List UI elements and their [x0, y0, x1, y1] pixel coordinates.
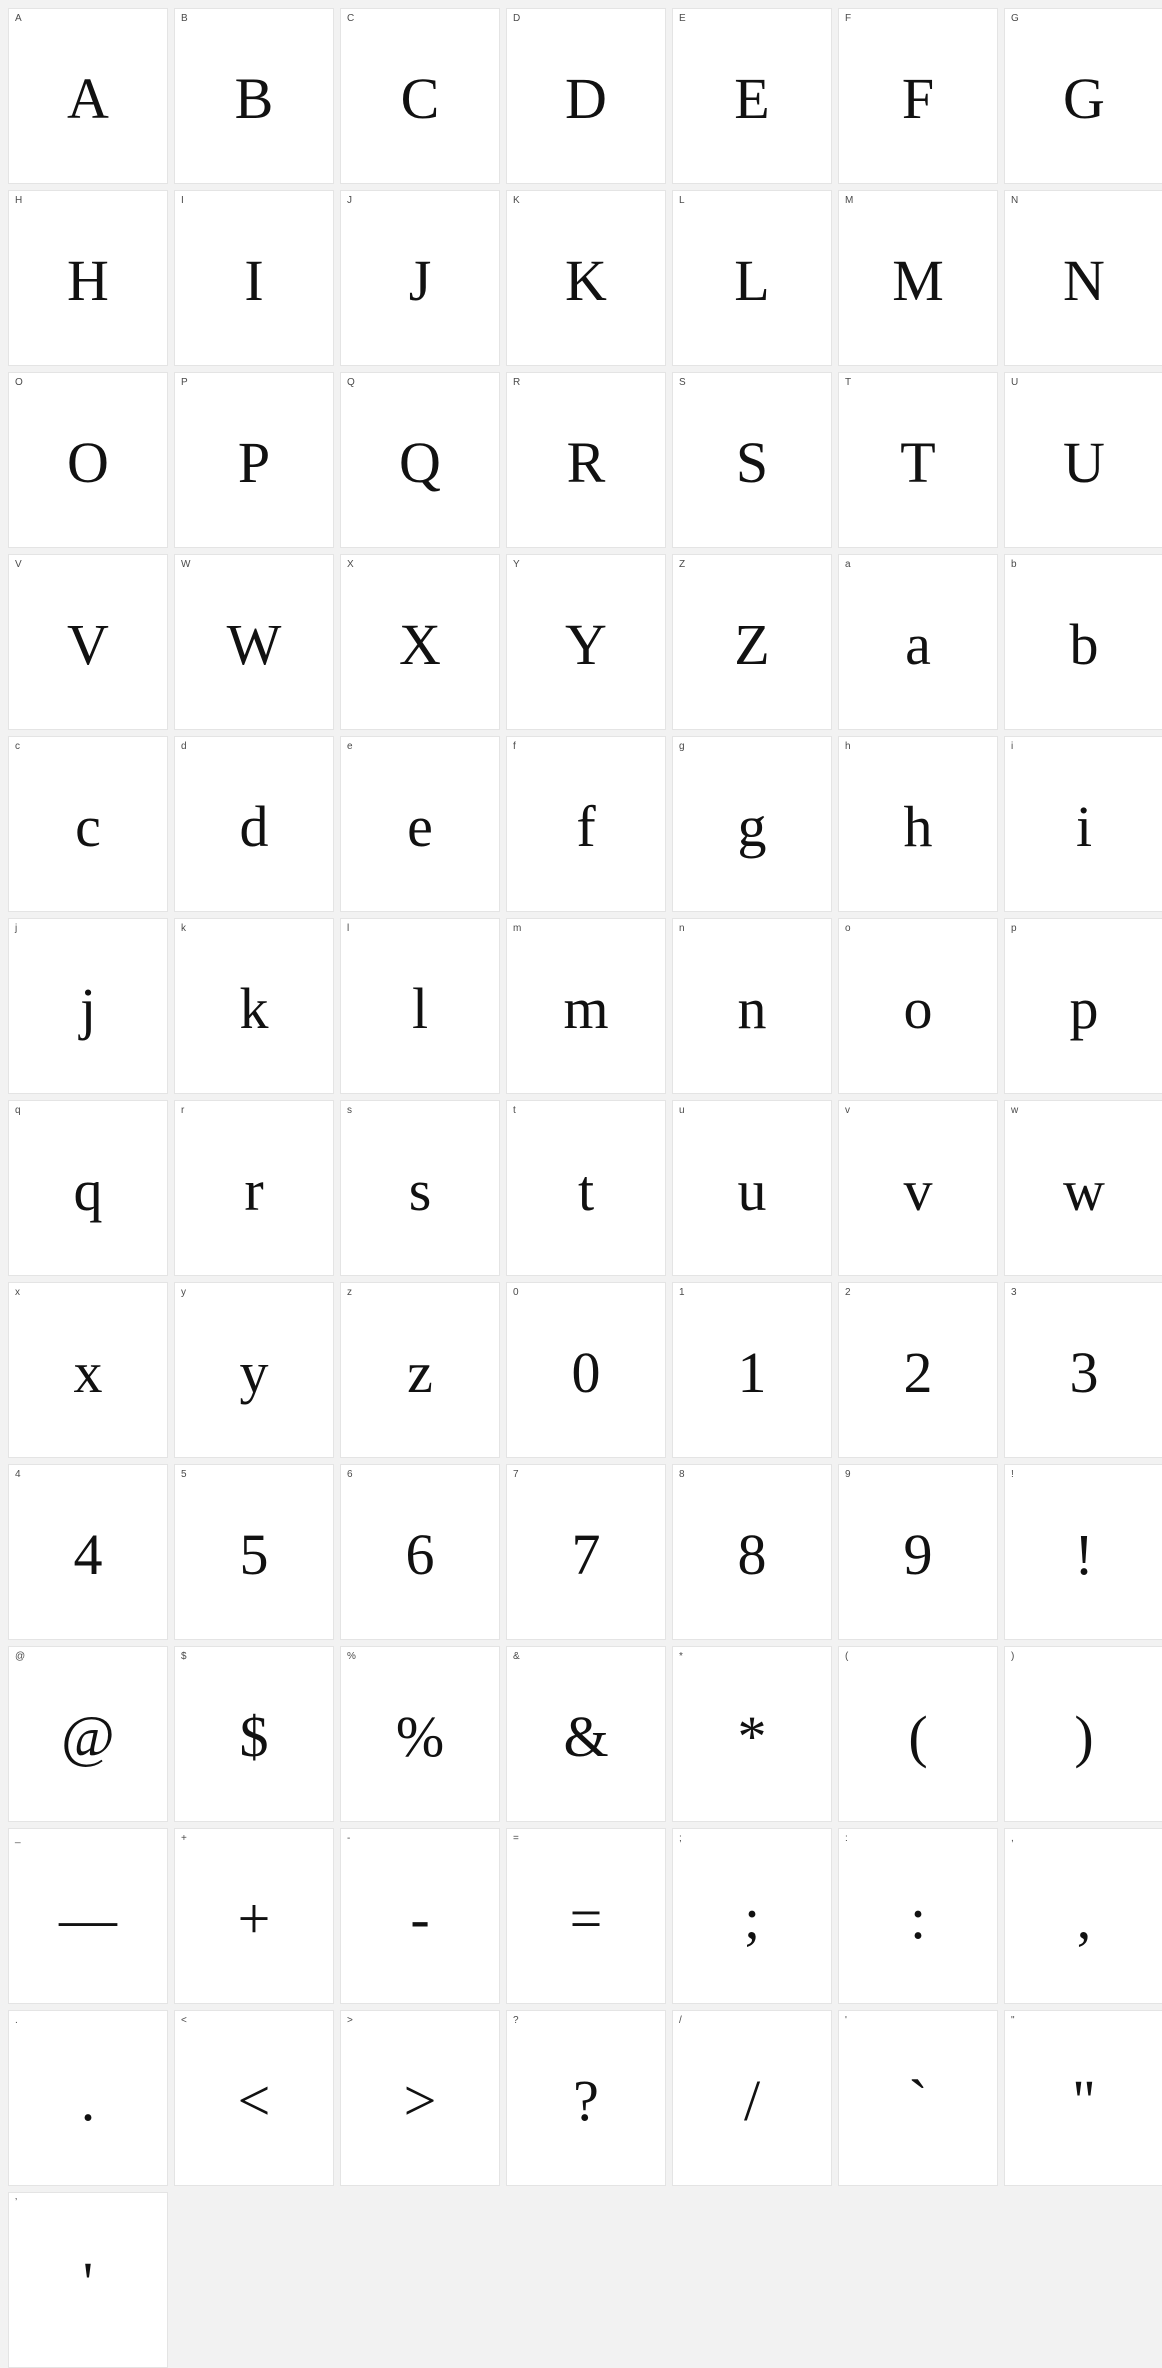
glyph-character: 5	[239, 1522, 269, 1587]
glyph-cell[interactable]	[838, 1100, 998, 1276]
glyph-code-label: J	[347, 195, 352, 206]
glyph-character: !	[1074, 1522, 1094, 1587]
glyph-code-label: 0	[513, 1287, 519, 1298]
glyph-cell[interactable]	[340, 1646, 500, 1822]
glyph-cell[interactable]	[8, 1282, 168, 1458]
glyph-code-label: 6	[347, 1469, 353, 1480]
glyph-character: *	[737, 1704, 767, 1769]
glyph-character: S	[735, 430, 769, 495]
glyph-code-label: %	[347, 1651, 356, 1662]
glyph-code-label: 3	[1011, 1287, 1017, 1298]
glyph-cell[interactable]	[506, 1828, 666, 2004]
glyph-character: E	[734, 66, 770, 131]
glyph-code-label: S	[679, 377, 686, 388]
glyph-code-label: )	[1011, 1651, 1015, 1662]
glyph-code-label: f	[513, 741, 516, 752]
glyph-character: p	[1069, 976, 1099, 1041]
glyph-cell[interactable]	[340, 918, 500, 1094]
glyph-cell[interactable]	[174, 736, 334, 912]
glyph-cell[interactable]	[174, 1828, 334, 2004]
glyph-cell[interactable]	[506, 372, 666, 548]
glyph-character: U	[1063, 430, 1105, 495]
glyph-code-label: A	[15, 13, 22, 24]
glyph-character: =	[569, 1886, 603, 1951]
glyph-cell[interactable]	[174, 1100, 334, 1276]
glyph-cell[interactable]	[672, 372, 832, 548]
glyph-code-label: N	[1011, 195, 1019, 206]
glyph-character: /	[743, 2068, 761, 2133]
glyph-code-label: q	[15, 1105, 21, 1116]
glyph-cell[interactable]	[838, 736, 998, 912]
glyph-cell[interactable]	[174, 1282, 334, 1458]
glyph-code-label: l	[347, 923, 350, 934]
glyph-code-label: (	[845, 1651, 849, 1662]
glyph-cell[interactable]	[1004, 1282, 1162, 1458]
glyph-cell[interactable]	[506, 918, 666, 1094]
glyph-code-label: i	[1011, 741, 1014, 752]
glyph-code-label: 1	[679, 1287, 685, 1298]
glyph-cell[interactable]	[340, 1282, 500, 1458]
glyph-character: L	[734, 248, 770, 313]
glyph-character: X	[399, 612, 441, 677]
glyph-cell[interactable]	[8, 8, 168, 184]
glyph-cell[interactable]	[340, 372, 500, 548]
glyph-character: F	[901, 66, 935, 131]
glyph-code-label: I	[181, 195, 184, 206]
glyph-character: x	[73, 1340, 103, 1405]
glyph-character: z	[407, 1340, 433, 1405]
glyph-character: d	[239, 794, 269, 859]
glyph-cell[interactable]	[672, 1464, 832, 1640]
glyph-character: @	[61, 1704, 115, 1769]
glyph-cell[interactable]	[174, 554, 334, 730]
glyph-code-label: M	[845, 195, 854, 206]
glyph-cell[interactable]	[340, 554, 500, 730]
glyph-code-label: Z	[679, 559, 686, 570]
glyph-character: w	[1063, 1158, 1105, 1223]
glyph-code-label: T	[845, 377, 852, 388]
glyph-code-label: Y	[513, 559, 520, 570]
glyph-cell[interactable]	[672, 1828, 832, 2004]
glyph-character: n	[737, 976, 767, 1041]
glyph-character: &	[563, 1704, 609, 1769]
glyph-cell[interactable]	[672, 1100, 832, 1276]
glyph-cell[interactable]	[506, 1464, 666, 1640]
glyph-cell[interactable]	[838, 8, 998, 184]
glyph-character: +	[237, 1886, 271, 1951]
glyph-cell[interactable]	[340, 2010, 500, 2186]
glyph-character: r	[244, 1158, 264, 1223]
glyph-character: o	[903, 976, 933, 1041]
glyph-character: 6	[405, 1522, 435, 1587]
glyph-character: t	[577, 1158, 595, 1223]
glyph-code-label: B	[181, 13, 188, 24]
glyph-cell[interactable]	[1004, 1646, 1162, 1822]
glyph-character: .	[80, 2068, 96, 2133]
glyph-code-label: "	[1011, 2015, 1015, 2026]
glyph-code-label: v	[845, 1105, 850, 1116]
glyph-cell[interactable]	[174, 8, 334, 184]
glyph-cell[interactable]	[1004, 190, 1162, 366]
glyph-code-label: U	[1011, 377, 1019, 388]
glyph-code-label: 9	[845, 1469, 851, 1480]
glyph-code-label: :	[845, 1833, 848, 1844]
glyph-cell[interactable]	[506, 1282, 666, 1458]
glyph-code-label: j	[15, 923, 18, 934]
glyph-character: `	[908, 2068, 928, 2133]
glyph-code-label: p	[1011, 923, 1017, 934]
glyph-character: 3	[1069, 1340, 1099, 1405]
glyph-cell[interactable]	[672, 1646, 832, 1822]
glyph-code-label: _	[15, 1833, 21, 1844]
glyph-cell[interactable]	[8, 1464, 168, 1640]
glyph-cell[interactable]	[506, 1646, 666, 1822]
glyph-cell[interactable]	[672, 554, 832, 730]
glyph-character: 0	[571, 1340, 601, 1405]
glyph-code-label: w	[1011, 1105, 1019, 1116]
glyph-cell[interactable]	[8, 736, 168, 912]
glyph-character: 2	[903, 1340, 933, 1405]
glyph-cell[interactable]	[838, 372, 998, 548]
glyph-code-label: &	[513, 1651, 520, 1662]
glyph-character: -	[410, 1886, 430, 1951]
glyph-cell[interactable]	[506, 1100, 666, 1276]
glyph-code-label: $	[181, 1651, 187, 1662]
glyph-cell[interactable]	[1004, 372, 1162, 548]
glyph-code-label: h	[845, 741, 851, 752]
glyph-character: Z	[734, 612, 770, 677]
glyph-character: l	[411, 976, 429, 1041]
glyph-code-label: d	[181, 741, 187, 752]
glyph-code-label: V	[15, 559, 22, 570]
glyph-cell[interactable]	[174, 2010, 334, 2186]
glyph-character: M	[892, 248, 944, 313]
glyph-code-label: O	[15, 377, 23, 388]
glyph-cell[interactable]	[838, 554, 998, 730]
glyph-character: >	[403, 2068, 437, 2133]
glyph-character: I	[244, 248, 264, 313]
glyph-code-label: 8	[679, 1469, 685, 1480]
glyph-character: k	[239, 976, 269, 1041]
glyph-cell[interactable]	[672, 8, 832, 184]
glyph-code-label: =	[513, 1833, 519, 1844]
glyph-code-label: L	[679, 195, 685, 206]
glyph-code-label: >	[347, 2015, 353, 2026]
glyph-character: g	[737, 794, 767, 859]
glyph-code-label: *	[679, 1651, 683, 1662]
glyph-cell[interactable]	[8, 372, 168, 548]
glyph-cell[interactable]	[8, 2010, 168, 2186]
glyph-character: b	[1069, 612, 1099, 677]
glyph-code-label: y	[181, 1287, 186, 1298]
glyph-code-label: K	[513, 195, 520, 206]
glyph-cell[interactable]	[838, 1464, 998, 1640]
glyph-character: K	[565, 248, 607, 313]
glyph-character: $	[239, 1704, 269, 1769]
glyph-character: :	[909, 1886, 927, 1951]
glyph-character: a	[905, 612, 931, 677]
glyph-cell[interactable]	[8, 1828, 168, 2004]
glyph-code-label: R	[513, 377, 521, 388]
glyph-character: 4	[73, 1522, 103, 1587]
glyph-cell[interactable]	[1004, 918, 1162, 1094]
glyph-character: V	[67, 612, 109, 677]
glyph-code-label: @	[15, 1651, 26, 1662]
glyph-character: W	[226, 612, 282, 677]
glyph-code-label: 4	[15, 1469, 21, 1480]
glyph-character: R	[566, 430, 606, 495]
glyph-character: v	[903, 1158, 933, 1223]
glyph-code-label: t	[513, 1105, 516, 1116]
glyph-code-label: u	[679, 1105, 685, 1116]
glyph-code-label: Q	[347, 377, 355, 388]
glyph-cell[interactable]	[1004, 8, 1162, 184]
glyph-character: s	[408, 1158, 432, 1223]
glyph-character: ,	[1076, 1886, 1092, 1951]
glyph-code-label: X	[347, 559, 354, 570]
glyph-code-label: !	[1011, 1469, 1014, 1480]
glyph-cell[interactable]	[174, 190, 334, 366]
glyph-cell[interactable]	[1004, 1828, 1162, 2004]
glyph-character: B	[234, 66, 274, 131]
glyph-cell[interactable]	[8, 190, 168, 366]
glyph-code-label: C	[347, 13, 355, 24]
glyph-character: 9	[903, 1522, 933, 1587]
glyph-character: D	[565, 66, 607, 131]
glyph-code-label: c	[15, 741, 20, 752]
glyph-code-label: n	[679, 923, 685, 934]
glyph-cell[interactable]	[838, 2010, 998, 2186]
glyph-character: '	[82, 2250, 94, 2315]
glyph-code-label: k	[181, 923, 186, 934]
glyph-code-label: E	[679, 13, 686, 24]
glyph-character: ;	[743, 1886, 761, 1951]
glyph-code-label: z	[347, 1287, 352, 1298]
glyph-code-label: o	[845, 923, 851, 934]
glyph-code-label: D	[513, 13, 521, 24]
glyph-code-label: ’	[15, 2197, 18, 2208]
glyph-character: J	[408, 248, 432, 313]
glyph-cell[interactable]	[838, 1282, 998, 1458]
glyph-cell[interactable]	[174, 372, 334, 548]
glyph-character: h	[903, 794, 933, 859]
glyph-character: e	[407, 794, 433, 859]
glyph-cell[interactable]	[174, 1464, 334, 1640]
glyph-character: 1	[737, 1340, 767, 1405]
glyph-cell[interactable]	[8, 554, 168, 730]
glyph-cell[interactable]	[340, 1100, 500, 1276]
glyph-cell[interactable]	[506, 8, 666, 184]
glyph-cell[interactable]	[340, 1464, 500, 1640]
glyph-cell[interactable]	[8, 918, 168, 1094]
glyph-cell[interactable]	[506, 190, 666, 366]
glyph-cell[interactable]	[506, 736, 666, 912]
glyph-code-label: H	[15, 195, 23, 206]
glyph-code-label: '	[845, 2015, 847, 2026]
glyph-cell[interactable]	[838, 1828, 998, 2004]
glyph-character: f	[576, 794, 596, 859]
glyph-character: <	[237, 2068, 271, 2133]
glyph-cell[interactable]	[340, 190, 500, 366]
glyph-cell[interactable]	[1004, 736, 1162, 912]
glyph-code-label: +	[181, 1833, 187, 1844]
glyph-cell[interactable]	[506, 554, 666, 730]
glyph-cell[interactable]	[672, 736, 832, 912]
glyph-character: C	[400, 66, 440, 131]
glyph-cell[interactable]	[340, 1828, 500, 2004]
glyph-code-label: s	[347, 1105, 352, 1116]
glyph-character: j	[79, 976, 97, 1041]
glyph-cell[interactable]	[1004, 1464, 1162, 1640]
glyph-code-label: P	[181, 377, 188, 388]
glyph-cell[interactable]	[340, 736, 500, 912]
glyph-character: G	[1063, 66, 1105, 131]
glyph-code-label: ;	[679, 1833, 682, 1844]
glyph-cell[interactable]	[174, 918, 334, 1094]
glyph-character: m	[563, 976, 609, 1041]
glyph-character: N	[1063, 248, 1105, 313]
glyph-code-label: F	[845, 13, 852, 24]
glyph-character: "	[1072, 2068, 1096, 2133]
glyph-code-label: g	[679, 741, 685, 752]
glyph-character: %	[395, 1704, 445, 1769]
glyph-character: P	[237, 430, 271, 495]
glyph-code-label: r	[181, 1105, 185, 1116]
glyph-code-label: -	[347, 1833, 351, 1844]
glyph-cell[interactable]	[1004, 2010, 1162, 2186]
glyph-cell[interactable]	[672, 1282, 832, 1458]
glyph-character: q	[73, 1158, 103, 1223]
glyph-character: —	[59, 1886, 117, 1951]
glyph-cell[interactable]	[672, 2010, 832, 2186]
glyph-cell[interactable]	[672, 918, 832, 1094]
glyph-character: 7	[571, 1522, 601, 1587]
glyph-character: H	[67, 248, 109, 313]
glyph-character: A	[67, 66, 109, 131]
glyph-character: c	[75, 794, 101, 859]
glyph-cell[interactable]	[1004, 554, 1162, 730]
glyph-code-label: 7	[513, 1469, 519, 1480]
glyph-character: O	[67, 430, 109, 495]
glyph-cell[interactable]	[838, 190, 998, 366]
glyph-code-label: W	[181, 559, 191, 570]
glyph-cell[interactable]	[838, 1646, 998, 1822]
glyph-character: u	[737, 1158, 767, 1223]
glyph-character: i	[1075, 794, 1093, 859]
glyph-code-label: ,	[1011, 1833, 1014, 1844]
glyph-cell[interactable]	[8, 1100, 168, 1276]
glyph-code-label: a	[845, 559, 851, 570]
glyph-character: )	[1074, 1704, 1094, 1769]
glyph-character: (	[908, 1704, 928, 1769]
glyph-code-label: <	[181, 2015, 187, 2026]
glyph-cell[interactable]	[1004, 1100, 1162, 1276]
glyph-code-label: b	[1011, 559, 1017, 570]
glyph-character: y	[239, 1340, 269, 1405]
glyph-character: ?	[573, 2068, 599, 2133]
glyph-cell[interactable]	[672, 190, 832, 366]
glyph-character: Y	[565, 612, 607, 677]
glyph-cell[interactable]	[8, 2192, 168, 2368]
glyph-code-label: .	[15, 2015, 18, 2026]
glyph-code-label: 2	[845, 1287, 851, 1298]
glyph-cell[interactable]	[340, 8, 500, 184]
glyph-code-label: 5	[181, 1469, 187, 1480]
glyph-code-label: m	[513, 923, 522, 934]
glyph-cell[interactable]	[8, 1646, 168, 1822]
glyph-character: T	[900, 430, 936, 495]
glyph-character: Q	[399, 430, 441, 495]
glyph-code-label: x	[15, 1287, 20, 1298]
glyph-code-label: /	[679, 2015, 682, 2026]
glyph-character: 8	[737, 1522, 767, 1587]
glyph-code-label: G	[1011, 13, 1019, 24]
glyph-cell[interactable]	[838, 918, 998, 1094]
glyph-code-label: e	[347, 741, 353, 752]
glyph-cell[interactable]	[506, 2010, 666, 2186]
glyph-cell[interactable]	[174, 1646, 334, 1822]
glyph-code-label: ?	[513, 2015, 519, 2026]
